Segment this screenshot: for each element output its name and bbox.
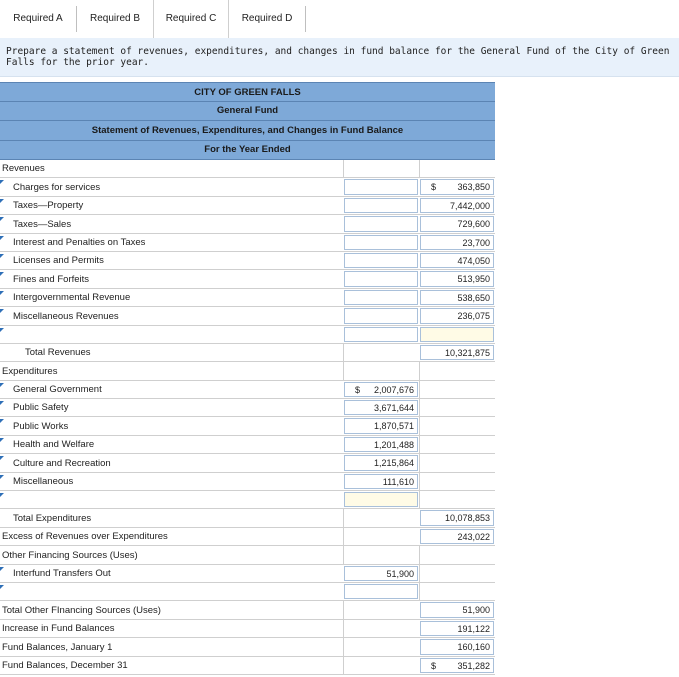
revenue-row-property	[0, 197, 495, 215]
revenue-mid-input[interactable]	[344, 235, 418, 250]
expenditure-label: Culture and Recreation	[13, 457, 111, 469]
revenues-heading: Revenues	[2, 163, 45, 174]
total-revenues-amount: 10,321,875	[444, 347, 490, 358]
revenue-label: Taxes—Property	[13, 200, 84, 211]
total-other-financing-label: Total Other FInancing Sources (Uses)	[2, 604, 161, 616]
fund-balance-jan-row	[0, 638, 495, 657]
revenue-mid-input[interactable]	[344, 327, 418, 342]
tab-label: Required D	[241, 13, 293, 24]
total-other-financing-row	[0, 601, 495, 620]
revenue-amount: 363,850	[457, 182, 490, 192]
input-marker-icon	[0, 493, 4, 497]
expenditure-amount-input[interactable]	[344, 492, 418, 507]
fund-balance-dec-label: Fund Balances, December 31	[2, 660, 128, 671]
revenue-label: Interest and Penalties on Taxes	[13, 237, 146, 248]
revenue-label: Intergovernmental Revenue	[13, 292, 131, 303]
expenditure-amount: 1,201,488	[373, 439, 414, 450]
input-marker-icon	[0, 180, 4, 184]
revenue-amount-input[interactable]	[420, 235, 494, 250]
column-divider	[419, 160, 420, 177]
revenue-amount-input[interactable]	[420, 216, 494, 232]
revenue-label: Taxes—Sales	[13, 218, 72, 230]
tab-required-d[interactable]	[229, 0, 305, 37]
input-marker-icon	[0, 383, 4, 387]
total-revenues-input[interactable]	[420, 345, 494, 360]
revenue-amount-input[interactable]	[420, 198, 494, 213]
revenue-row-blank	[0, 326, 495, 344]
input-marker-icon	[0, 419, 4, 423]
column-divider	[343, 344, 344, 361]
revenue-row-fines	[0, 270, 495, 289]
fund-balance-jan-input[interactable]	[420, 639, 494, 655]
other-financing-heading-row	[0, 546, 495, 565]
column-divider	[419, 399, 420, 416]
expenditure-amount-input[interactable]	[344, 437, 418, 452]
expenditure-amount-input[interactable]	[344, 400, 418, 415]
tab-required-c[interactable]	[153, 0, 229, 39]
interfund-row	[0, 565, 495, 583]
input-marker-icon	[0, 236, 4, 240]
expenditure-label: Public Safety	[13, 402, 69, 413]
tab-divider	[305, 6, 306, 32]
revenue-amount: 538,650	[457, 292, 490, 303]
input-marker-icon	[0, 456, 4, 460]
expenditure-label: General Government	[13, 384, 102, 395]
total-revenues-label: Total Revenues	[25, 347, 91, 358]
expenditure-amount: 111,610	[382, 476, 414, 487]
fund-balance-dec-amount: 351,282	[457, 660, 490, 671]
fund-balance-jan-label: Fund Balances, January 1	[2, 641, 113, 653]
expenditure-amount-input[interactable]	[344, 455, 418, 471]
tab-required-b[interactable]	[77, 0, 153, 37]
input-marker-icon	[0, 475, 4, 479]
expenditure-row-culture	[0, 454, 495, 473]
fund-balance-jan-amount: 160,160	[457, 642, 490, 652]
revenue-amount: 474,050	[457, 255, 490, 266]
total-expenditures-label: Total Expenditures	[13, 512, 92, 524]
revenue-mid-input[interactable]	[344, 308, 418, 324]
expenditure-row-works	[0, 417, 495, 436]
revenue-amount: 729,600	[457, 219, 490, 229]
total-other-financing-amount: 51,900	[462, 605, 490, 615]
input-marker-icon	[0, 438, 4, 442]
statement-fund: General Fund	[0, 102, 495, 121]
total-expenditures-row	[0, 509, 495, 528]
input-marker-icon	[0, 254, 4, 258]
column-divider	[419, 454, 420, 472]
revenue-row-charges	[0, 178, 495, 197]
other-financing-heading: Other Financing Sources (Uses)	[2, 549, 138, 561]
input-marker-icon	[0, 217, 4, 221]
revenue-mid-input[interactable]	[344, 271, 418, 287]
revenue-amount-input[interactable]	[420, 253, 494, 268]
other-financing-blank-row	[0, 583, 495, 601]
interfund-label: Interfund Transfers Out	[13, 568, 111, 579]
column-divider	[419, 491, 420, 508]
instruction-text: Prepare a statement of revenues, expenditures, and changes in fund balance for the General Fund of the City of Green Falls for the prior year.	[0, 38, 679, 77]
column-divider	[419, 583, 420, 600]
revenue-mid-input[interactable]	[344, 179, 418, 195]
input-marker-icon	[0, 585, 4, 589]
revenue-row-intergovernmental	[0, 289, 495, 307]
increase-input[interactable]	[420, 621, 494, 636]
increase-row	[0, 620, 495, 638]
column-divider	[343, 528, 344, 545]
revenue-row-sales	[0, 215, 495, 234]
revenue-label: Charges for services	[13, 181, 101, 193]
total-revenues-row	[0, 344, 495, 362]
revenue-amount-input[interactable]	[420, 308, 494, 324]
revenue-amount-input[interactable]	[420, 290, 494, 305]
input-marker-icon	[0, 309, 4, 313]
column-divider	[419, 381, 420, 398]
fund-balance-dec-row	[0, 657, 495, 675]
expenditure-row-blank	[0, 491, 495, 509]
statement-title: Statement of Revenues, Expenditures, and Changes in Fund Balance	[0, 121, 495, 141]
input-marker-icon	[0, 272, 4, 276]
revenue-mid-input[interactable]	[344, 253, 418, 268]
tab-label: Required A	[13, 13, 63, 24]
column-divider	[343, 362, 344, 380]
input-marker-icon	[0, 328, 4, 332]
expenditure-row-misc	[0, 473, 495, 491]
total-expenditures-input[interactable]	[420, 510, 494, 526]
column-divider	[419, 417, 420, 435]
revenue-label: Licenses and Permits	[13, 255, 104, 266]
fund-balance-dec-input[interactable]	[420, 658, 494, 673]
column-divider	[419, 362, 420, 380]
revenue-amount: 236,075	[457, 311, 490, 321]
revenue-label: Miscellaneous Revenues	[13, 310, 119, 322]
excess-row	[0, 528, 495, 546]
column-divider	[343, 546, 344, 564]
revenues-heading-row	[0, 160, 495, 178]
increase-amount: 191,122	[457, 623, 490, 634]
revenue-row-interest	[0, 234, 495, 252]
dollar-sign: $	[355, 384, 361, 395]
excess-amount: 243,022	[457, 531, 490, 542]
input-marker-icon	[0, 567, 4, 571]
expenditure-label: Miscellaneous	[13, 476, 74, 487]
expenditure-amount: 1,870,571	[373, 421, 414, 431]
column-divider	[343, 601, 344, 619]
column-divider	[419, 436, 420, 453]
expenditures-heading-row	[0, 362, 495, 381]
expenditure-amount-input[interactable]	[344, 382, 418, 397]
column-divider	[419, 565, 420, 582]
tab-label: Required C	[165, 13, 217, 24]
revenue-amount-input[interactable]	[420, 271, 494, 287]
statement-city: CITY OF GREEN FALLS	[0, 82, 495, 102]
expenditures-heading: Expenditures	[2, 365, 58, 377]
input-marker-icon	[0, 199, 4, 203]
column-divider	[343, 509, 344, 527]
revenue-amount: 23,700	[462, 237, 490, 248]
expenditure-row-health	[0, 436, 495, 454]
revenue-mid-input[interactable]	[344, 198, 418, 213]
column-divider	[343, 638, 344, 656]
tab-label: Required B	[89, 13, 141, 24]
tab-bar	[0, 0, 679, 39]
expenditure-row-general	[0, 381, 495, 399]
other-financing-input[interactable]	[344, 584, 418, 599]
excess-label: Excess of Revenues over Expenditures	[2, 531, 168, 542]
column-divider	[343, 160, 344, 177]
expenditure-label: Health and Welfare	[13, 439, 95, 450]
revenue-mid-input[interactable]	[344, 216, 418, 232]
revenue-amount: 7,442,000	[449, 200, 490, 211]
interfund-input[interactable]	[344, 566, 418, 581]
total-other-financing-input[interactable]	[420, 602, 494, 618]
revenue-amount-input[interactable]	[420, 327, 494, 342]
statement-period: For the Year Ended	[0, 141, 495, 160]
revenue-row-misc	[0, 307, 495, 326]
tab-required-a[interactable]	[0, 0, 76, 37]
column-divider	[343, 620, 344, 637]
revenue-amount-input[interactable]	[420, 179, 494, 195]
dollar-sign: $	[431, 660, 437, 671]
expenditure-amount: 2,007,676	[373, 384, 414, 395]
input-marker-icon	[0, 291, 4, 295]
excess-input[interactable]	[420, 529, 494, 544]
expenditure-amount-input[interactable]	[344, 474, 418, 489]
expenditure-amount: 1,215,864	[373, 458, 414, 468]
expenditure-label: Public Works	[13, 420, 69, 432]
revenue-amount: 513,950	[457, 274, 490, 284]
increase-label: Increase in Fund Balances	[2, 623, 115, 634]
column-divider	[419, 473, 420, 490]
revenue-row-licenses	[0, 252, 495, 270]
column-divider	[343, 657, 344, 674]
revenue-mid-input[interactable]	[344, 290, 418, 305]
expenditure-row-safety	[0, 399, 495, 417]
expenditure-amount: 3,671,644	[373, 402, 414, 413]
revenue-label: Fines and Forfeits	[13, 273, 90, 285]
column-divider	[419, 546, 420, 564]
input-marker-icon	[0, 401, 4, 405]
expenditure-amount-input[interactable]	[344, 418, 418, 434]
total-expenditures-amount: 10,078,853	[444, 513, 490, 523]
dollar-sign: $	[431, 182, 437, 192]
interfund-amount: 51,900	[386, 568, 414, 579]
